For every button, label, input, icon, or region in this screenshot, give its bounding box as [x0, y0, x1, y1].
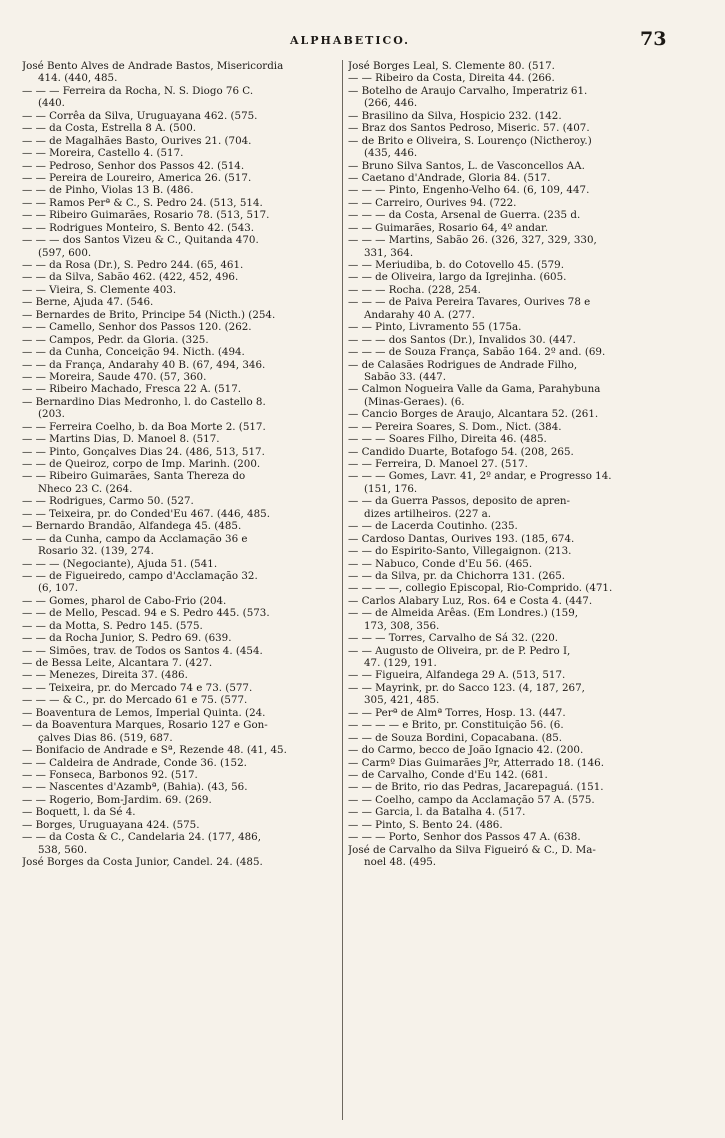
directory-entry-line: Andarahy 40 A. (277. [364, 308, 475, 321]
directory-entry-line: — — da Cunha, Conceição 94. Nicth. (494. [22, 346, 245, 359]
directory-entry-line: — — Ribeiro Guimarães, Santa Thereza do [22, 470, 246, 483]
directory-entry-line: — — Ferreira, D. Manoel 27. (517. [348, 458, 528, 470]
directory-entry-line: — Carmº Dias Guimarães Jºr, Atterrado 18. (146. [348, 756, 604, 769]
directory-entry-line: — Boaventura de Lemos, Imperial Quinta. (24. [22, 706, 266, 719]
directory-entry-line: 47. (129, 191. [364, 657, 437, 669]
directory-entry-line: — — — Ferreira da Rocha, N. S. Diogo 76 C. [22, 84, 254, 97]
directory-entry-line: José de Carvalho da Silva Figueiró & C., D. Ma- [348, 843, 596, 856]
directory-entry-line: — — — (Negociante), Ajuda 51. (541. [22, 557, 218, 570]
directory-entry-line: — — Rodrigues Monteiro, S. Bento 42. (543. [22, 221, 255, 234]
directory-entry-line: — — — dos Santos (Dr.), Invalidos 30. (447. [348, 333, 576, 346]
directory-entry-line: — — Ribeiro da Costa, Direita 44. (266. [348, 72, 555, 85]
directory-entry-line: — — — de Paiva Pereira Tavares, Ourives 78 e [348, 296, 591, 309]
directory-entry-line: — — Rogerio, Bom-Jardim. 69. (269. [22, 793, 212, 806]
directory-entry-line: — Bernardes de Brito, Principe 54 (Nicth.) (254. [22, 308, 276, 321]
directory-entry-line: — — — Rocha. (228, 254. [348, 283, 481, 296]
directory-entry-line: (151, 176. [364, 482, 418, 495]
directory-entry-line: — — do Espirito-Santo, Villegaignon. (213. [348, 545, 572, 558]
directory-entry-line: — — Vieira, S. Clemente 403. [22, 283, 177, 296]
directory-entry-line: — — da Silva, pr. da Chichorra 131. (265. [348, 569, 566, 582]
directory-entry-line: — — Ferreira Coelho, b. da Boa Morte 2. (517. [22, 420, 266, 433]
directory-entry-line: — — Gomes, pharol de Cabo-Frio (204. [22, 594, 227, 607]
directory-entry-line: — Candido Duarte, Botafogo 54. (208, 265. [348, 445, 574, 458]
directory-entry-line: — Calmon Nogueira Valle da Gama, Parahybuna [348, 383, 601, 396]
directory-entry-line: — — Simões, trav. de Todos os Santos 4. (454. [22, 644, 263, 657]
directory-entry-line: — Bruno Silva Santos, L. de Vasconcellos AA. [348, 159, 585, 172]
directory-entry-line: (203. [38, 408, 65, 421]
directory-entry-line: José Borges Leal, S. Clemente 80. (517. [348, 60, 555, 72]
directory-entry-line: — — Camello, Senhor dos Passos 120. (262. [22, 321, 252, 334]
directory-entry-line: — — de Queiroz, corpo de Imp. Marinh. (200. [22, 458, 261, 470]
directory-entry-line: — — de Magalhães Basto, Ourives 21. (704. [22, 134, 252, 147]
directory-entry-line: (6, 107. [38, 582, 79, 595]
directory-entry-line: — — Carreiro, Ourives 94. (722. [348, 196, 517, 209]
directory-entry-line: — — Perª de Almª Torres, Hosp. 13. (447. [348, 706, 566, 719]
directory-entry-line: José Borges da Costa Junior, Candel. 24. (485. [22, 856, 263, 868]
directory-entry-line: — — Teixeira, pr. do Mercado 74 e 73. (577. [22, 681, 253, 694]
directory-entry-line: — — — Soares Filho, Direita 46. (485. [348, 433, 547, 446]
directory-entry-line: — — Corrêa da Silva, Uruguayana 462. (575. [22, 109, 258, 122]
directory-entry-line: noel 48. (495. [364, 856, 437, 868]
directory-entry-line: — — da Motta, S. Pedro 145. (575. [22, 619, 203, 632]
directory-entry-line: — — Nabuco, Conde d'Eu 56. (465. [348, 557, 533, 570]
directory-entry-line: — — — & C., pr. do Mercado 61 e 75. (577. [22, 694, 248, 707]
directory-entry-line: — — de Lacerda Coutinho. (235. [348, 520, 518, 533]
running-title: ALPHABETICO. [290, 34, 411, 47]
directory-entry-line: — — — Martins, Sabão 26. (326, 327, 329, 330, [348, 234, 597, 247]
directory-entry-line: — Carlos Alabary Luz, Ros. 64 e Costa 4. (447. [348, 594, 593, 607]
directory-entry-line: — — Garcia, l. da Batalha 4. (517. [348, 806, 526, 819]
directory-entry-line: (435, 446. [364, 147, 418, 160]
directory-entry-line: — Cancio Borges de Araujo, Alcantara 52. (261. [348, 408, 599, 421]
directory-entry-line: 331, 364. [364, 246, 414, 259]
directory-entry-line: (Minas-Geraes). (6. [364, 395, 465, 408]
directory-entry-line: — — — Pinto, Engenho-Velho 64. (6, 109, 447. [348, 184, 590, 197]
directory-entry-line: — Berne, Ajuda 47. (546. [22, 296, 154, 309]
directory-entry-line: — Cardoso Dantas, Ourives 193. (185, 674. [348, 532, 575, 545]
directory-entry-line: — — de Mello, Pescad. 94 e S. Pedro 445. (573. [22, 607, 270, 620]
left-column [22, 60, 344, 1120]
directory-entry-line: (440. [38, 97, 65, 110]
directory-entry-line: — — Pedroso, Senhor dos Passos 42. (514. [22, 159, 245, 172]
directory-entry-line: — — — da Costa, Arsenal de Guerra. (235 d. [348, 209, 581, 222]
directory-entry-line: — Borges, Uruguayana 424. (575. [22, 818, 200, 831]
directory-entry-line: — — Pereira de Loureiro, America 26. (517. [22, 171, 252, 184]
directory-entry-line: — — — de Souza França, Sabão 164. 2º and. (69. [348, 346, 606, 359]
directory-entry-line: — Bonifacio de Andrade e Sª, Rezende 48. (41, 45. [22, 744, 287, 757]
directory-entry-line: — — Ribeiro Guimarães, Rosario 78. (513, 517. [22, 209, 270, 222]
directory-entry-line: — — Caldeira de Andrade, Conde 36. (152. [22, 756, 247, 769]
directory-entry-line: José Bento Alves de Andrade Bastos, Misericordia [22, 60, 284, 72]
directory-entry-line: — Bernardo Brandão, Alfandega 45. (485. [22, 520, 242, 533]
directory-entry-line: (266, 446. [364, 97, 418, 110]
directory-entry-line: — — Nascentes d'Azambª, (Bahia). (43, 56. [22, 781, 248, 794]
directory-entry-line: — — da Costa & C., Candelaria 24. (177, 486, [22, 831, 262, 844]
directory-entry-line: — — de Brito, rio das Pedras, Jacarepaguá. (151. [348, 781, 604, 794]
directory-entry-line: — — da Cunha, campo da Acclamação 36 e [22, 532, 248, 545]
directory-entry-line: — de Calasães Rodrigues de Andrade Filho, [348, 358, 578, 371]
directory-entry-line: — — da Silva, Sabão 462. (422, 452, 496. [22, 271, 239, 284]
directory-entry-line: — Brasilino da Silva, Hospicio 232. (142. [348, 109, 562, 122]
directory-entry-line: — — — dos Santos Vizeu & C., Quitanda 470. [22, 234, 259, 247]
directory-entry-line: Rosario 32. (139, 274. [38, 545, 154, 558]
directory-entry-line: — — Teixeira, pr. do Conded'Eu 467. (446, 485. [22, 507, 270, 520]
directory-entry-line: — — — Porto, Senhor dos Passos 47 A. (638. [348, 831, 581, 844]
directory-entry-line: — — Ramos Perª & C., S. Pedro 24. (513, 514. [22, 196, 263, 209]
directory-entry-line: — — Guimarães, Rosario 64, 4º andar. [348, 221, 549, 234]
directory-entry-line: — — Fonseca, Barbonos 92. (517. [22, 768, 198, 781]
column-divider [342, 60, 343, 1120]
directory-entry-line: — da Boaventura Marques, Rosario 127 e Gon- [22, 719, 268, 732]
directory-entry-line: — — Augusto de Oliveira, pr. de P. Pedro I, [348, 644, 571, 657]
directory-entry-line: — — Pinto, S. Bento 24. (486. [348, 818, 503, 831]
directory-entry-line: — Bernardino Dias Medronho, l. do Castello 8. [22, 395, 266, 408]
directory-entry-line: Sabão 33. (447. [364, 370, 446, 383]
directory-entry-line: — — de Souza Bordini, Copacabana. (85. [348, 731, 563, 744]
page-header [0, 28, 725, 52]
directory-entry-line: 414. (440, 485. [38, 72, 118, 85]
directory-entry-line: — Braz dos Santos Pedroso, Miseric. 57. (407. [348, 122, 590, 135]
directory-entry-line: — — — — e Brito, pr. Constituição 56. (6. [348, 719, 564, 732]
directory-entry-line: — — Menezes, Direita 37. (486. [22, 669, 188, 682]
directory-entry-line: — — Coelho, campo da Acclamação 57 A. (575. [348, 793, 595, 806]
directory-entry-line: — — Figueira, Alfandega 29 A. (513, 517. [348, 669, 566, 682]
directory-entry-line: — — de Oliveira, largo da Igrejinha. (605. [348, 271, 567, 284]
directory-entry-line: — — da Guerra Passos, deposito de apren- [348, 495, 571, 508]
directory-entry-line: — — Pinto, Livramento 55 (175a. [348, 321, 522, 334]
directory-entry-line: — — — —, collegio Episcopal, Rio-Comprido. (471. [348, 582, 613, 595]
directory-entry-line: — — Campos, Pedr. da Gloria. (325. [22, 333, 209, 346]
directory-entry-line: — Botelho de Araujo Carvalho, Imperatriz 61. [348, 84, 588, 97]
directory-entry-line: — — de Pinho, Violas 13 B. (486. [22, 184, 194, 197]
directory-entry-line: — — da Rosa (Dr.), S. Pedro 244. (65, 461. [22, 259, 244, 271]
directory-entry-line: çalves Dias 86. (519, 687. [38, 731, 173, 744]
directory-entry-line: — — Mayrink, pr. do Sacco 123. (4, 187, 267, [348, 681, 585, 694]
directory-entry-line: 305, 421, 485. [364, 694, 440, 707]
directory-entry-line: — — da França, Andarahy 40 B. (67, 494, 346. [22, 358, 266, 371]
directory-entry-line: — do Carmo, becco de João Ignacio 42. (200. [348, 744, 584, 757]
right-column [348, 60, 706, 1120]
directory-entry-line: 173, 308, 356. [364, 619, 440, 632]
directory-entry-line: — — Martins Dias, D. Manoel 8. (517. [22, 433, 220, 446]
directory-entry-line: — de Carvalho, Conde d'Eu 142. (681. [348, 768, 548, 781]
directory-entry-line: — — Pereira Soares, S. Dom., Nict. (384. [348, 420, 562, 433]
directory-entry-line: — — Meriudiba, b. do Cotovello 45. (579. [348, 259, 564, 271]
directory-entry-line: — — Moreira, Castello 4. (517. [22, 147, 184, 160]
directory-entry-line: — — de Figueiredo, campo d'Acclamação 32. [22, 569, 258, 582]
directory-entry-line: — Boquett, l. da Sé 4. [22, 806, 136, 819]
directory-entry-line: — — Moreira, Saude 470. (57, 360. [22, 370, 207, 383]
directory-entry-line: — de Bessa Leite, Alcantara 7. (427. [22, 657, 213, 669]
directory-entry-line: — de Brito e Oliveira, S. Lourenço (Nictheroy.) [348, 134, 592, 147]
directory-entry-line: — — — Torres, Carvalho de Sá 32. (220. [348, 632, 559, 645]
directory-entry-line: — — Pinto, Gonçalves Dias 24. (486, 513, 517. [22, 445, 265, 458]
directory-entry-line: — — da Costa, Estrella 8 A. (500. [22, 122, 197, 135]
directory-entry-line: — — de Almeida Arêas. (Em Londres.) (159, [348, 607, 579, 620]
directory-entry-line: dizes artilheiros. (227 a. [364, 507, 492, 520]
directory-entry-line: Nheco 23 C. (264. [38, 482, 133, 495]
directory-entry-line: 538, 560. [38, 843, 88, 856]
directory-entry-line: — — da Rocha Junior, S. Pedro 69. (639. [22, 632, 232, 645]
directory-entry-line: — — — Gomes, Lavr. 41, 2º andar, e Progresso 14. [348, 470, 612, 483]
directory-entry-line: — — Ribeiro Machado, Fresca 22 A. (517. [22, 383, 242, 396]
directory-entry-line: — — Rodrigues, Carmo 50. (527. [22, 495, 194, 508]
directory-entry-line: (597, 600. [38, 246, 92, 259]
directory-entry-line: — Caetano d'Andrade, Gloria 84. (517. [348, 171, 551, 184]
page-number: 73 [640, 28, 667, 50]
